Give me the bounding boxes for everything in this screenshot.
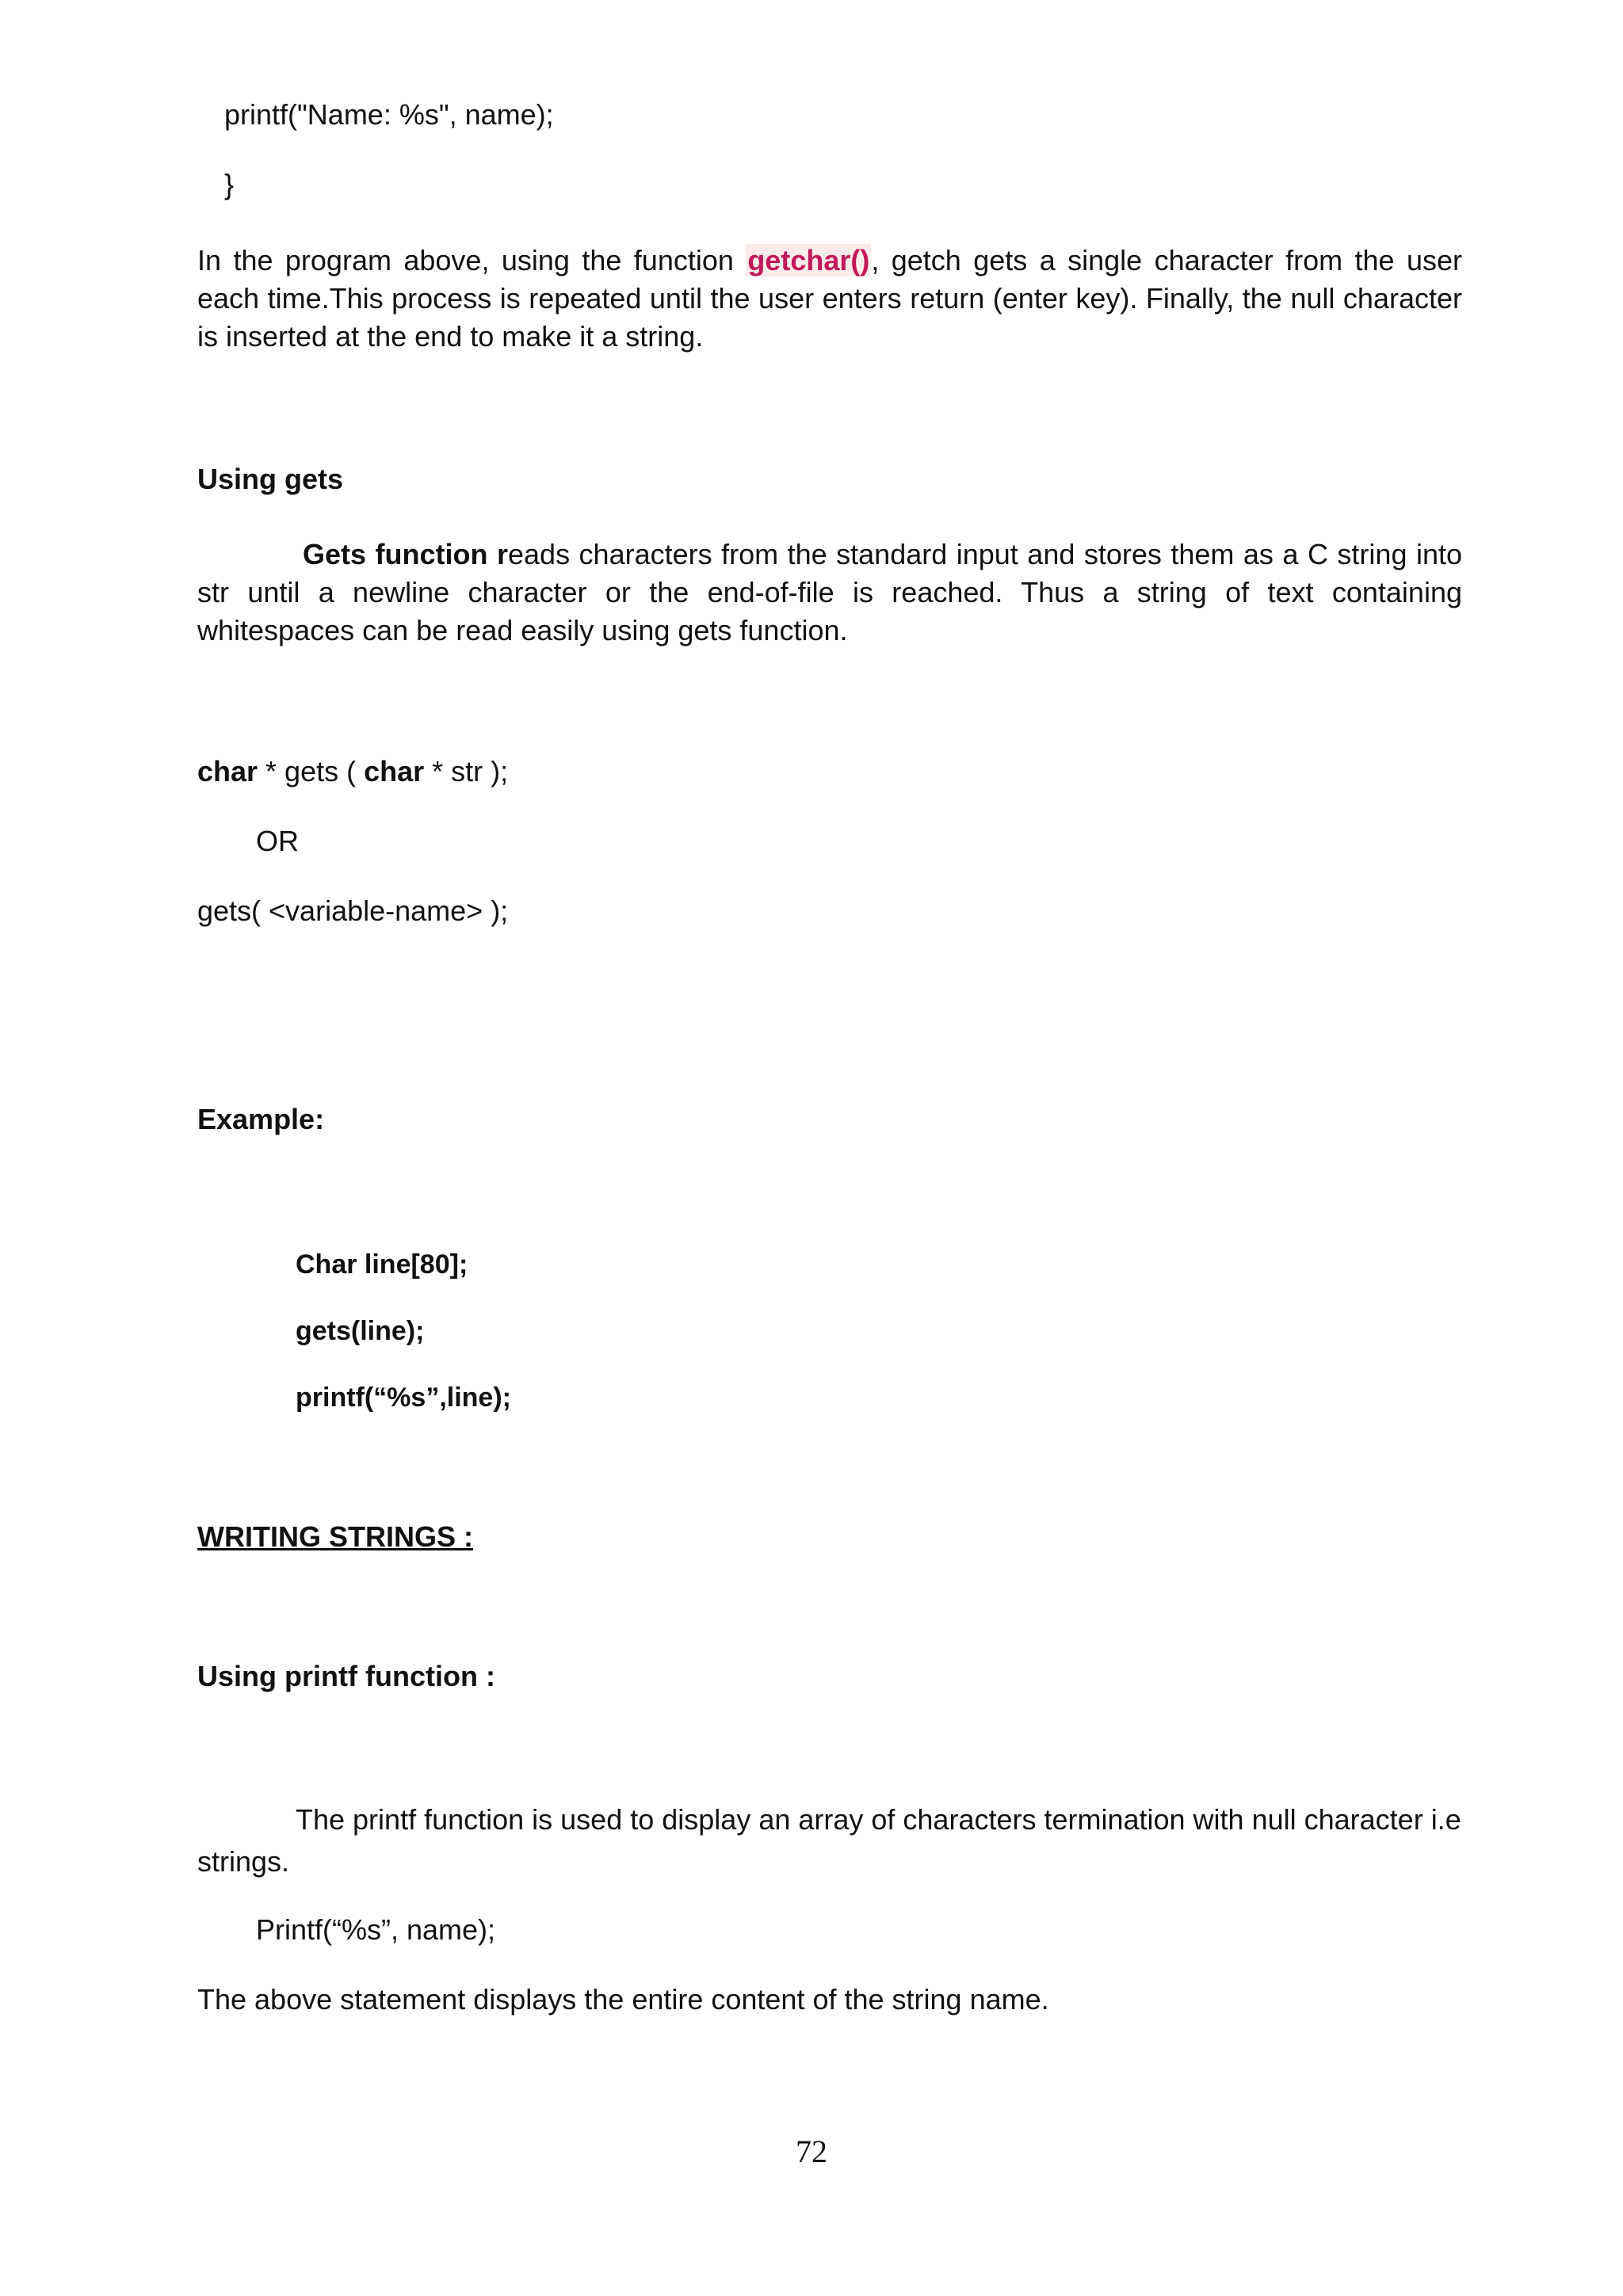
gets-function-lead: Gets function r: [303, 538, 508, 570]
printf-example-code: Printf(“%s”, name);: [256, 1913, 496, 1946]
using-printf-heading: Using printf function :: [197, 1660, 495, 1692]
gets-description: [197, 536, 1462, 650]
code-closing-brace: }: [224, 168, 235, 200]
getchar-highlight: getchar(): [747, 244, 870, 277]
keyword-char-2: char: [364, 755, 425, 788]
or-label: OR: [256, 825, 299, 857]
example-line-2: gets(line);: [296, 1316, 425, 1346]
using-gets-heading: Using gets: [197, 463, 344, 495]
printf-closing-sentence: The above statement displays the entire content of the string name.: [197, 1983, 1049, 2016]
paragraph-text-after: , getch gets a single character from the user each time.This process is repeated until the user enters return (enter key). Finally, the null character is inserted at the end to make it a string.: [197, 244, 1462, 353]
example-heading: Example:: [197, 1103, 325, 1135]
writing-strings-heading: WRITING STRINGS :: [197, 1520, 473, 1553]
keyword-char-1: char: [197, 755, 258, 788]
paragraph-text-before: In the program above, using the function: [197, 244, 747, 277]
prototype-end: * str );: [424, 755, 509, 788]
gets-prototype: [197, 753, 1462, 791]
example-line-1: Char line[80];: [296, 1249, 468, 1280]
prototype-mid: * gets (: [258, 755, 365, 788]
code-printf-name: printf("Name: %s", name);: [224, 98, 554, 131]
printf-description: The printf function is used to display an array of characters termination with null character i.e strings.: [197, 1803, 1461, 1878]
page-number: 72: [796, 2134, 827, 2169]
getchar-paragraph: [197, 242, 1462, 356]
gets-alt-syntax: gets( <variable-name> );: [197, 894, 509, 927]
example-line-3: printf(“%s”,line);: [296, 1383, 511, 1413]
gets-description-body: eads characters from the standard input and stores them as a C string into str until a newline character or the end-of-file is reached. Thus a string of text containing whitespaces can be read easily using gets function.: [197, 538, 1462, 646]
